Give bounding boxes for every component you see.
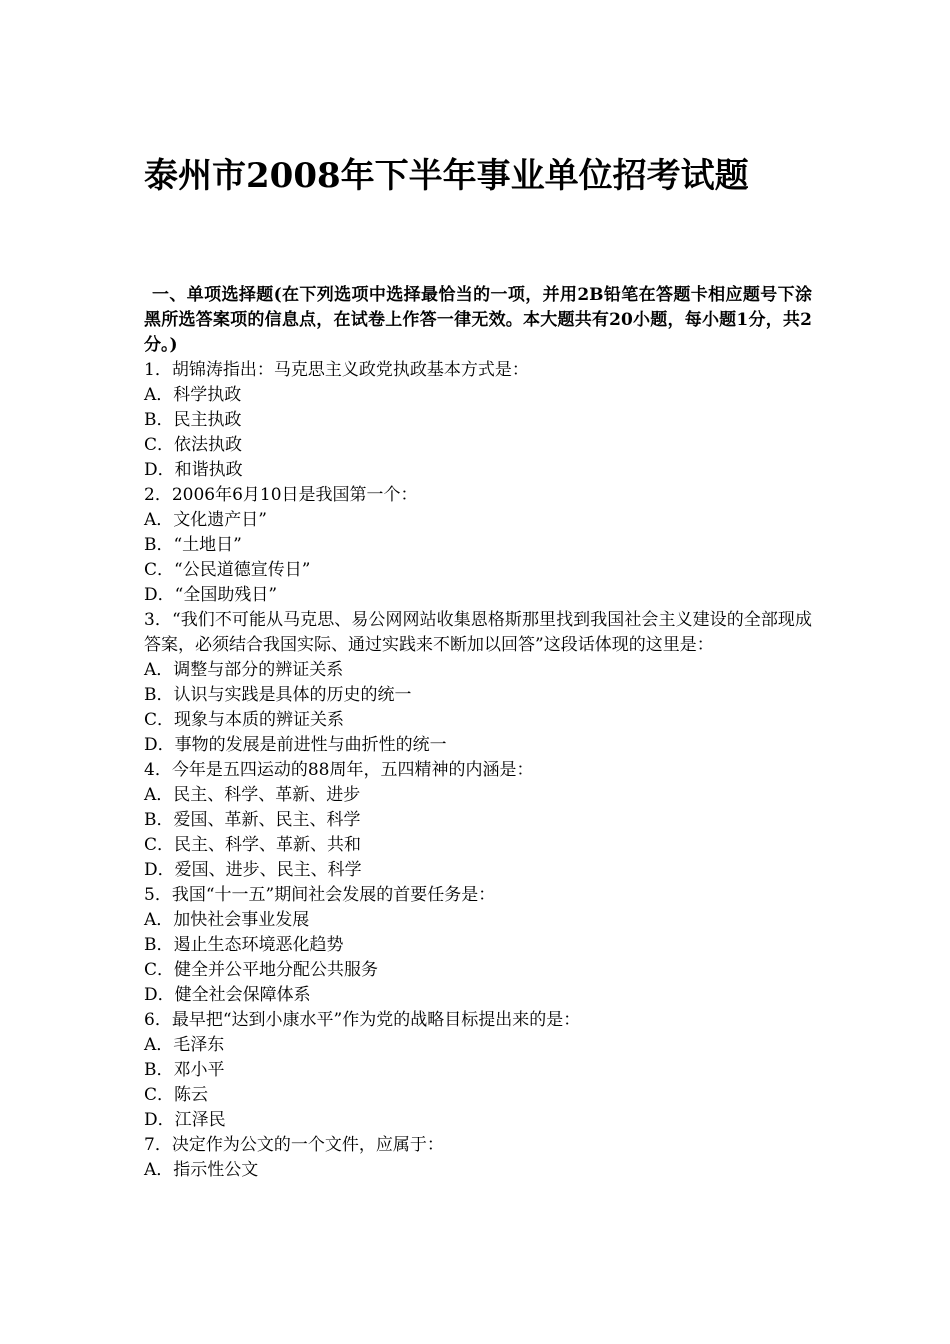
section-heading: 一、单项选择题(在下列选项中选择最恰当的一项，并用2B铅笔在答题卡相应题号下涂黑所选答案项的信息点，在试卷上作答一律无效。本大题共有20小题，每小题1分，共2分。) (144, 285, 812, 355)
question-5-option-a: A．加快社会事业发展 (144, 910, 310, 930)
question-4-option-a: A．民主、科学、革新、进步 (144, 785, 361, 805)
question-5-text: 5．我国“十一五”期间社会发展的首要任务是： (144, 885, 496, 905)
question-4-option-d: D．爱国、进步、民主、科学 (144, 860, 362, 880)
question-6-option-b: B．邓小平 (144, 1060, 225, 1080)
question-3-option-b: B．认识与实践是具体的历史的统一 (144, 685, 412, 705)
question-7-option-a: A．指示性公文 (144, 1160, 259, 1180)
question-2-option-a: A．文化遗产日” (144, 510, 267, 530)
question-7-text: 7．决定作为公文的一个文件，应属于： (144, 1135, 444, 1155)
question-1-option-a: A．科学执政 (144, 385, 242, 405)
document-title: 泰州市2008年下半年事业单位招考试题 (144, 156, 749, 196)
question-4-text: 4．今年是五四运动的88周年，五四精神的内涵是： (144, 760, 534, 780)
question-6-option-a: A．毛泽东 (144, 1035, 225, 1055)
question-4-option-c: C．民主、科学、革新、共和 (144, 835, 362, 855)
question-2-text: 2．2006年6月10日是我国第一个： (144, 485, 418, 505)
question-6-option-d: D．江泽民 (144, 1110, 226, 1130)
question-5-option-c: C．健全并公平地分配公共服务 (144, 960, 379, 980)
question-5-option-b: B．遏止生态环境恶化趋势 (144, 935, 344, 955)
question-5-option-d: D．健全社会保障体系 (144, 985, 311, 1005)
question-1-option-c: C．依法执政 (144, 435, 243, 455)
document-body (144, 283, 812, 1183)
question-2-option-b: B．“土地日” (144, 535, 242, 555)
question-2-option-d: D．“全国助残日” (144, 585, 278, 605)
question-3-text: 3．“我们不可能从马克思、易公网网站收集恩格斯那里找到我国社会主义建设的全部现成答案，必须结合我国实际、通过实践来不断加以回答”这段话体现的这里是： (144, 610, 812, 655)
question-3-option-d: D．事物的发展是前进性与曲折性的统一 (144, 735, 447, 755)
question-3-option-c: C．现象与本质的辨证关系 (144, 710, 345, 730)
question-1-option-b: B．民主执政 (144, 410, 242, 430)
question-6-text: 6．最早把“达到小康水平”作为党的战略目标提出来的是： (144, 1010, 581, 1030)
question-1-text: 1．胡锦涛指出：马克思主义政党执政基本方式是： (144, 360, 529, 380)
question-2-option-c: C．“公民道德宣传日” (144, 560, 311, 580)
question-3-option-a: A．调整与部分的辨证关系 (144, 660, 344, 680)
question-4-option-b: B．爱国、革新、民主、科学 (144, 810, 361, 830)
question-6-option-c: C．陈云 (144, 1085, 209, 1105)
question-1-option-d: D．和谐执政 (144, 460, 243, 480)
